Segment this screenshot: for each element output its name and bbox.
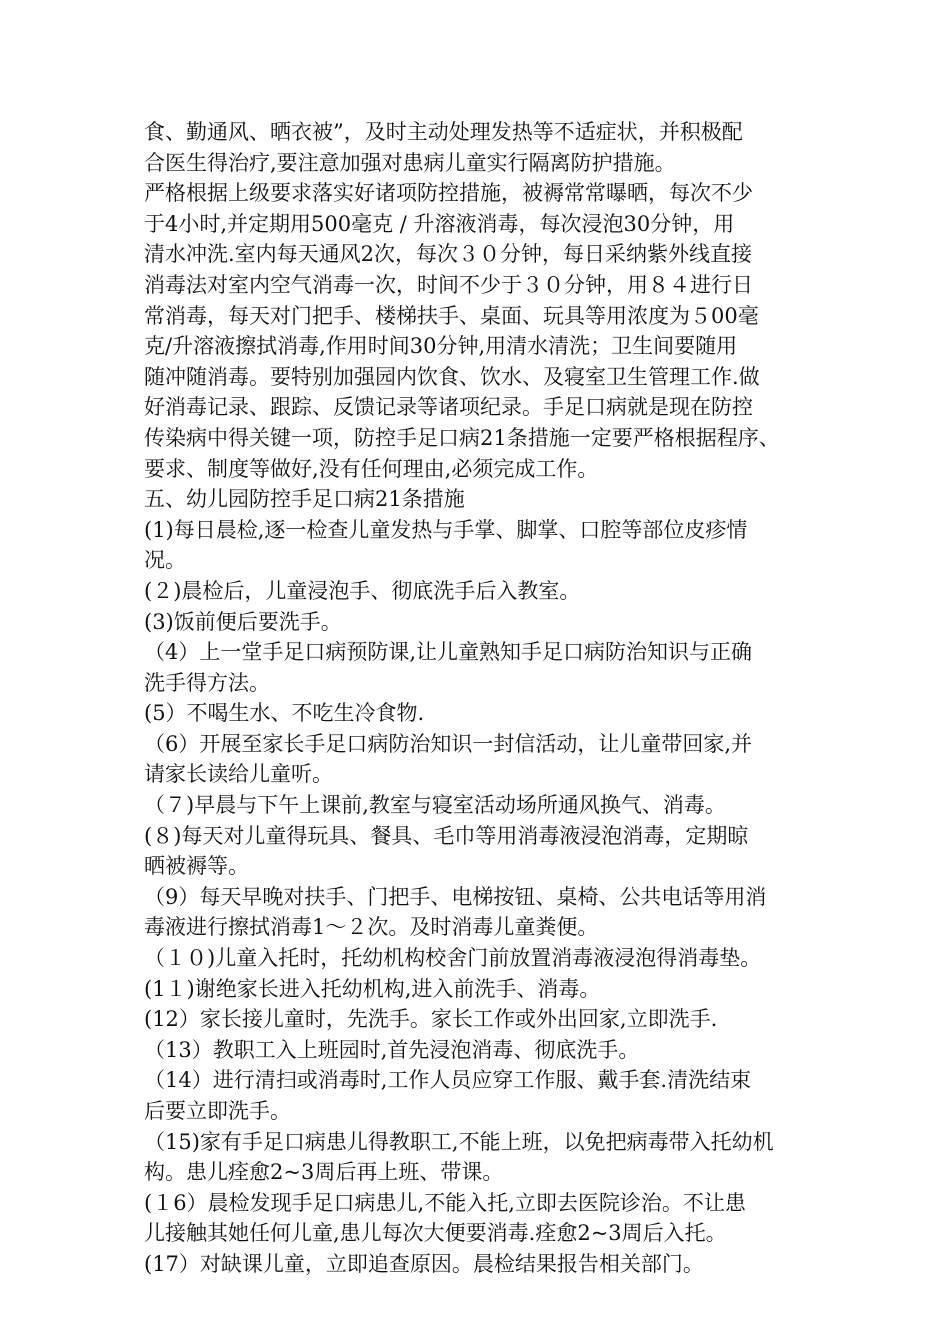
- text-line: (８)每天对儿童得玩具、餐具、毛巾等用消毒液浸泡消毒，定期晾: [144, 823, 749, 848]
- text-line: （13）教职工入上班园时,首先浸泡消毒、彻底洗手。: [144, 1037, 640, 1062]
- text-line: (3)饭前便后要洗手。: [144, 609, 342, 634]
- text-line: 常消毒，每天对门把手、楼梯扶手、桌面、玩具等用浓度为５00毫: [144, 303, 759, 328]
- text-line: (17）对缺课儿童，立即追查原因。晨检结果报告相关部门。: [144, 1251, 704, 1276]
- text-line: （6）开展至家长手足口病防治知识一封信活动，让儿童带回家,并: [144, 731, 753, 756]
- text-line: （14）进行清扫或消毒时,工作人员应穿工作服、戴手套.清洗结束: [144, 1068, 752, 1093]
- text-line: 五、幼儿园防控手足口病21条措施: [144, 487, 465, 512]
- text-line: 随冲随消毒。要特别加强园内饮食、饮水、及寝室卫生管理工作.做: [144, 364, 760, 389]
- text-line: 请家长读给儿童听。: [144, 762, 333, 787]
- text-line: 晒被褥等。: [144, 854, 249, 879]
- text-line: （７)早晨与下午上课前,教室与寝室活动场所通风换气、消毒。: [144, 793, 726, 818]
- text-line: 要求、制度等做好,没有任何理由,必须完成工作。: [144, 456, 599, 481]
- text-line: （１０)儿童入托时，托幼机构校舍门前放置消毒液浸泡得消毒垫。: [144, 946, 762, 971]
- text-line: 毒液进行擦拭消毒1～２次。及时消毒儿童粪便。: [144, 915, 599, 940]
- text-line: （15)家有手足口病患儿得教职工,不能上班，以免把病毒带入托幼机: [144, 1129, 774, 1154]
- text-line: 况。: [144, 548, 186, 573]
- text-line: 后要立即洗手。: [144, 1099, 291, 1123]
- text-line: （9）每天早晚对扶手、门把手、电梯按钮、桌椅、公共电话等用消: [144, 884, 767, 909]
- text-line: 严格根据上级要求落实好诸项防控措施，被褥常常曝晒，每次不少: [144, 181, 753, 206]
- text-line: 清水冲洗.室内每天通风2次，每次３０分钟，每日采纳紫外线直接: [144, 242, 753, 267]
- text-line: (1)每日晨检,逐一检查儿童发热与手掌、脚掌、口腔等部位皮疹情: [144, 517, 748, 542]
- document-body: [144, 117, 824, 1280]
- text-line: （4）上一堂手足口病预防课,让儿童熟知手足口病防治知识与正确: [144, 640, 753, 665]
- text-line: 好消毒记录、跟踪、反馈记录等诸项纪录。手足口病就是现在防控: [144, 395, 753, 420]
- text-line: 食、勤通风、晒衣被”，及时主动处理发热等不适症状，并积极配: [144, 120, 743, 144]
- text-line: 于4小时,并定期用500毫克 / 升溶液消毒，每次浸泡30分钟，用: [144, 211, 735, 236]
- text-line: 克/升溶液擦拭消毒,作用时间30分钟,用清水清洗；卫生间要随用: [144, 334, 738, 359]
- text-line: 消毒法对室内空气消毒一次，时间不少于３０分钟，用８４进行日: [144, 272, 753, 297]
- text-line: 洗手得方法。: [144, 670, 270, 695]
- text-line: 传染病中得关键一项，防控手足口病21条措施一定要严格根据程序、: [144, 425, 780, 450]
- text-line: (12）家长接儿童时，先洗手。家长工作或外出回家,立即洗手.: [144, 1007, 718, 1032]
- text-line: 构。患儿痊愈2~3周后再上班、带课。: [144, 1160, 504, 1185]
- text-line: (5）不喝生水、不吃生冷食物.: [144, 701, 425, 726]
- text-line: 儿接触其她任何儿童,患儿每次大便要消毒.痊愈2~3周后入托。: [144, 1221, 727, 1246]
- text-line: (１6）晨检发现手足口病患儿,不能入托,立即去医院诊治。不让患: [144, 1190, 746, 1215]
- text-line: 合医生得治疗,要注意加强对患病儿童实行隔离防护措施。: [144, 150, 676, 175]
- text-line: (1１)谢绝家长进入托幼机构,进入前洗手、消毒。: [144, 976, 601, 1001]
- text-line: (２)晨检后，儿童浸泡手、彻底洗手后入教室。: [144, 578, 581, 603]
